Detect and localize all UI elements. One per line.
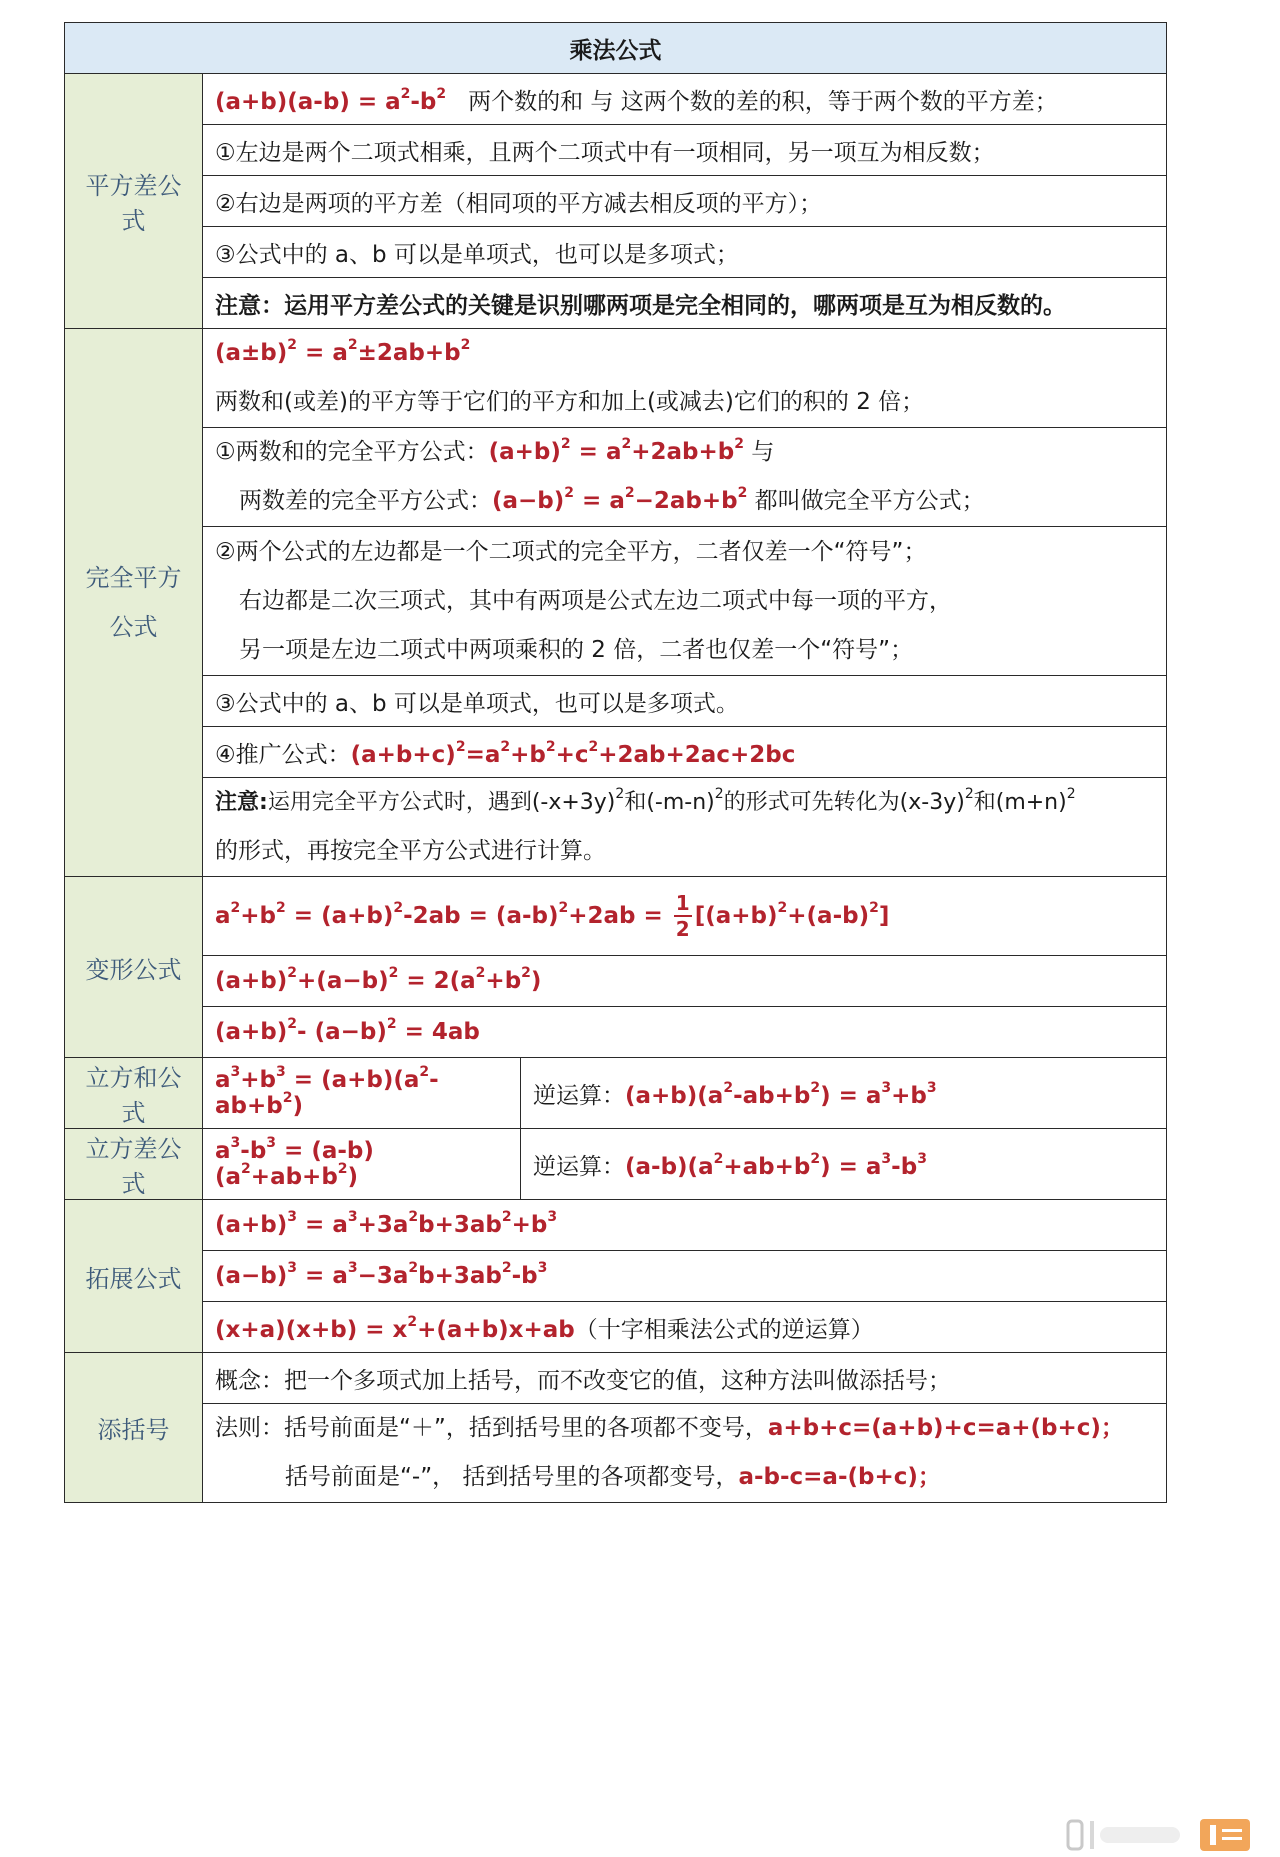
diff-square-tail: 都叫做完全平方公式； <box>754 488 985 514</box>
category-brackets: 添括号 <box>65 1353 203 1503</box>
perfect-square-point-1 <box>203 428 1167 527</box>
perfect-square-point-4 <box>203 727 1167 778</box>
brackets-rules <box>203 1404 1167 1503</box>
rule-1-text: 法则：括号前面是“＋”，括到括号里的各项都不变号， <box>215 1415 768 1441</box>
cube-sum-formula: $a^3+b^3 = (a+b)(a^2-ab+b^2)$ <box>203 1058 521 1129</box>
point-2-line-3: 另一项是左边二项式中两项乘积的 2 倍，二者也仅差一个“符号”； <box>239 636 914 663</box>
square-diff-note: 注意：运用平方差公式的关键是识别哪两项是完全相同的，哪两项是互为相反数的。 <box>203 278 1167 329</box>
category-transform: 变形公式 <box>65 877 203 1058</box>
transform-left: $a^2+b^2 = (a+b)^2-2ab = (a-b)^2+2ab$ = <box>215 899 663 929</box>
category-perfect-square: 完全平方公式 <box>65 329 203 877</box>
rule-2-text: 括号前面是“-”， 括到括号里的各项都变号， <box>285 1464 739 1490</box>
extended-formula-1: $(a+b)^3 = a^3+3a^2b+3ab^2+b^3$ <box>203 1200 1167 1251</box>
note-line-1: 运用完全平方公式时，遇到$(-x+3y)^2$和$(-m-n)^2$的形式可先转化为$(x-3y)^2$和$(m+n)^2$ <box>267 786 1076 815</box>
perfect-square-point-3: ③公式中的 a、b 可以是单项式，也可以是多项式。 <box>203 676 1167 727</box>
sum-square-label: ①两数和的完全平方公式： <box>215 439 489 465</box>
diff-square-formula: $(a-b)^2 = a^2-2ab+b^2$ <box>492 485 748 514</box>
cube-diff-inverse <box>521 1129 1167 1200</box>
inverse-formula: $(a+b)(a^2-ab+b^2) = a^3+b^3$ <box>625 1079 937 1109</box>
rule-1-formula: a+b+c=(a+b)+c=a+(b+c) <box>767 1415 1101 1441</box>
square-diff-point-2: ②右边是两项的平方差（相同项的平方减去相反项的平方）； <box>203 176 1167 227</box>
category-square-diff: 平方差公式 <box>65 74 203 329</box>
brackets-concept: 概念：把一个多项式加上括号，而不改变它的值，这种方法叫做添括号； <box>203 1353 1167 1404</box>
point-2-line-1: ②两个公式的左边都是一个二项式的完全平方，二者仅差一个“符号”； <box>215 538 927 565</box>
category-extended: 拓展公式 <box>65 1200 203 1353</box>
square-diff-point-3: ③公式中的 a、b 可以是单项式，也可以是多项式； <box>203 227 1167 278</box>
formula-text: $(a\pm b)^2 = a^2\pm 2ab+b^2$ <box>215 337 471 366</box>
formula-table <box>64 22 1167 1503</box>
generalized-label: ④推广公式： <box>215 741 351 768</box>
formula-description: 两数和(或差)的平方等于它们的平方和加上(或减去)它们的积的 2 倍； <box>215 389 925 415</box>
corner-watermark-icon <box>1060 1815 1260 1855</box>
transform-formula-1 <box>203 877 1167 956</box>
transform-formula-3: $(a+b)^2-$ $(a-b)^2 = 4ab$ <box>203 1007 1167 1058</box>
perfect-square-note <box>203 778 1167 877</box>
cross-multiplication-note: （十字相乘法公式的逆运算） <box>574 1316 874 1343</box>
table-title: 乘法公式 <box>65 23 1167 74</box>
square-diff-formula <box>203 74 1167 125</box>
inverse-formula: $(a-b)(a^2+ab+b^2) = a^3-b^3$ <box>625 1150 927 1180</box>
rule-2-end: ； <box>917 1464 941 1490</box>
formula-text: $(a+b)(a-b) = a^2-b^2$ <box>215 85 447 115</box>
cross-multiplication-formula: $(x+a)(x+b) = x^2+(a+b)x+ab$ <box>215 1313 575 1343</box>
cube-diff-formula: $a^3-b^3 = (a-b)(a^2+ab+b^2)$ <box>203 1129 521 1200</box>
category-cube-diff: 立方差公式 <box>65 1129 203 1200</box>
transform-formula-2: $(a+b)^2+(a-b)^2 = 2(a^2+b^2)$ <box>203 956 1167 1007</box>
fraction-numerator: 1 <box>675 891 690 915</box>
cube-sum-inverse <box>521 1058 1167 1129</box>
category-cube-sum: 立方和公式 <box>65 1058 203 1129</box>
rule-2-formula: a-b-c=a-(b+c) <box>738 1464 918 1490</box>
extended-formula-3 <box>203 1302 1167 1353</box>
extended-formula-2: $(a-b)^3 = a^3-3a^2b+3ab^2-b^3$ <box>203 1251 1167 1302</box>
diff-square-label: 两数差的完全平方公式： <box>239 488 492 514</box>
one-half-fraction <box>674 893 692 939</box>
note-label: 注意: <box>215 790 268 815</box>
perfect-square-formula <box>203 329 1167 428</box>
point-2-line-2: 右边都是二次三项式，其中有两项是公式左边二项式中每一项的平方， <box>239 587 952 614</box>
sum-square-tail: 与 <box>751 439 775 465</box>
transform-right: $[(a+b)^2+(a-b)^2]$ <box>694 899 890 929</box>
sum-square-formula: $(a+b)^2 = a^2+2ab+b^2$ <box>488 436 744 465</box>
square-diff-point-1: ①左边是两个二项式相乘，且两个二项式中有一项相同，另一项互为相反数； <box>203 125 1167 176</box>
inverse-label: 逆运算： <box>533 1082 625 1109</box>
generalized-formula: $(a+b+c)^2=a^2+b^2+c^2+2ab+2ac+2bc$ <box>350 738 796 768</box>
inverse-label: 逆运算： <box>533 1153 625 1180</box>
note-line-2: 的形式，再按完全平方公式进行计算。 <box>215 838 606 864</box>
fraction-denominator: 2 <box>675 917 690 941</box>
formula-description: 两个数的和 与 这两个数的差的积，等于两个数的平方差； <box>468 88 1058 115</box>
rule-1-end: ； <box>1100 1415 1124 1441</box>
perfect-square-point-2 <box>203 527 1167 676</box>
